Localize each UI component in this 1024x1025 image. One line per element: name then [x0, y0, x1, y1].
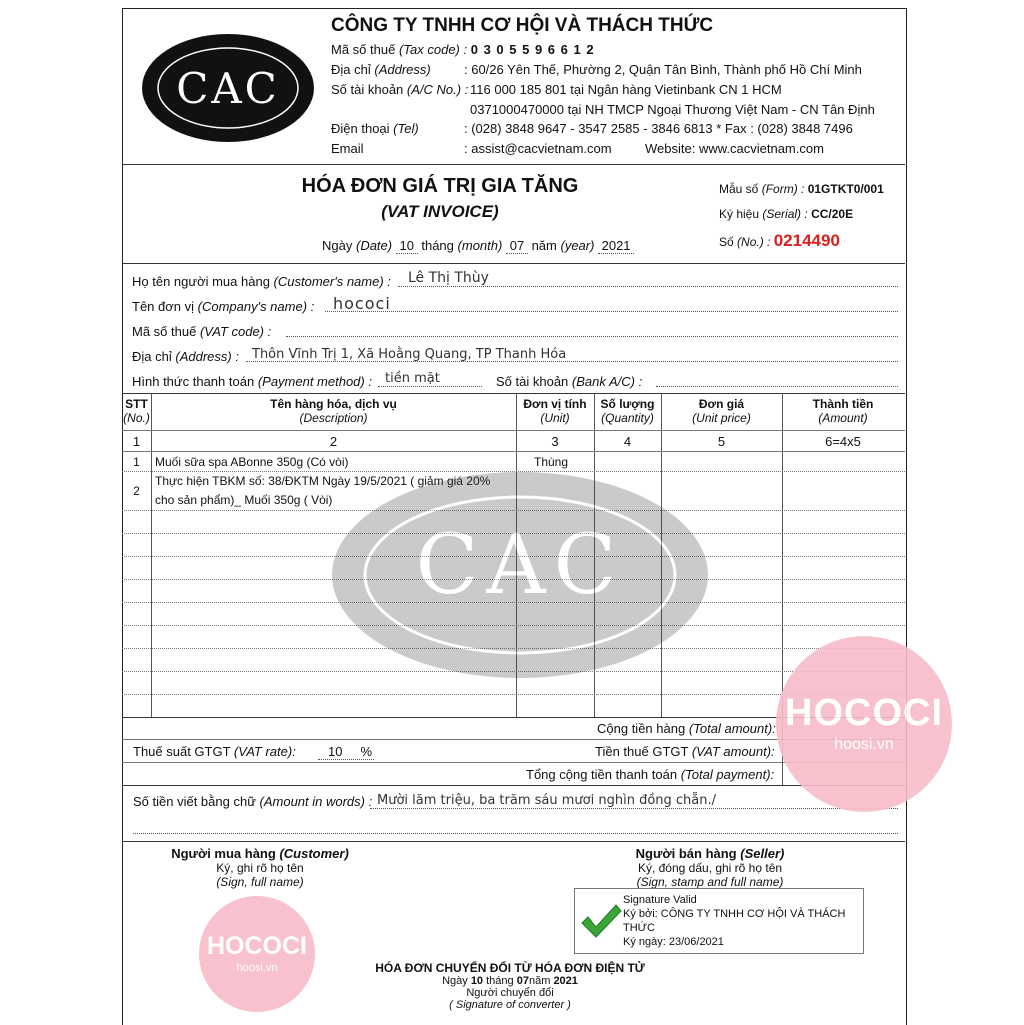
header-amount: Thành tiền (Amount) [812, 397, 874, 425]
invoice-title-en: (VAT INVOICE) [381, 202, 499, 221]
address-label: Địa chỉ (Address) [331, 62, 431, 77]
payment-method: tiền mặt [385, 371, 440, 386]
row-no: 2 [133, 484, 140, 498]
header-description: Tên hàng hóa, dịch vụ (Description) [270, 397, 397, 425]
tax-row: Mã số thuế (Tax code) : 0 3 0 5 5 9 6 6 1 2 [331, 42, 595, 57]
email-label: Email [331, 141, 364, 156]
customer-company: hococi [333, 294, 391, 313]
company-name: CÔNG TY TNHH CƠ HỘI VÀ THÁCH THỨC [331, 15, 714, 36]
row-description-line-1: Thực hiện TBKM số: 38/ĐKTM Ngày 19/5/2021 ( giảm giá 20% [155, 474, 491, 488]
total-payment-label: Tổng cộng tiền thanh toán (Total payment): [526, 767, 775, 782]
logo-text: CAC [176, 64, 280, 113]
amount-in-words-label: Số tiền viết bằng chữ (Amount in words) : [133, 794, 373, 809]
phone-label: Điện thoại (Tel) [331, 121, 419, 136]
date-month: 07 [506, 238, 528, 254]
payment-method-label: Hình thức thanh toán (Payment method) : [132, 374, 372, 389]
signature-valid-title: Signature Valid [623, 894, 697, 906]
row-unit: Thùng [533, 455, 569, 469]
buyer-signature-block: Người mua hàng (Customer) Ký, ghi rõ họ tên (Sign, full name) [171, 846, 349, 889]
company-address: : 60/26 Yên Thế, Phường 2, Quận Tân Bình, Thành phố Hồ Chí Minh [464, 62, 862, 77]
index-cell: 1 [132, 434, 141, 449]
vat-amount-label: Tiền thuế GTGT (VAT amount): [595, 744, 775, 759]
account-label: Số tài khoản (A/C No.) : [331, 82, 469, 97]
company-website: Website: www.cacvietnam.com [645, 141, 824, 156]
index-cell: 4 [623, 434, 632, 449]
customer-name-label: Họ tên người mua hàng (Customer's name) : [132, 274, 391, 289]
divider [122, 164, 905, 165]
vat-rate: 10 % [318, 744, 374, 760]
signature-valid-box [574, 888, 864, 954]
hococi-watermark [776, 636, 952, 812]
company-phone: : (028) 3848 9647 - 3547 2585 - 3846 6813 * Fax : (028) 3848 7496 [464, 121, 853, 136]
index-cell: 2 [329, 434, 338, 449]
header-unit-price: Đơn giá (Unit price) [692, 397, 751, 425]
table-top [122, 393, 905, 394]
company-logo [140, 32, 316, 144]
serial-number: Ký hiệu (Serial) : CC/20E [719, 207, 854, 221]
index-cell: 6=4x5 [825, 434, 861, 449]
vat-rate-label: Thuế suất GTGT (VAT rate): [133, 744, 296, 759]
row-no: 1 [133, 455, 140, 469]
account-line-1: 116 000 185 801 tại Ngân hàng Vietinbank CN 1 HCM [470, 82, 782, 97]
hococi-site: hoosi.vn [834, 736, 894, 753]
invoice-number: 0214490 [773, 231, 840, 250]
buyer-address: Thôn Vĩnh Trị 1, Xã Hoằng Quang, TP Thanh Hóa [252, 347, 567, 362]
hococi-site: hoosi.vn [236, 962, 278, 974]
invoice-date: Ngày (Date) 10 tháng (month) 07 năm (year) 2021 [322, 238, 634, 254]
hococi-brand: HOCOCI [207, 932, 307, 960]
seller-signature-block: Người bán hàng (Seller) Ký, đóng dấu, ghi rõ họ tên (Sign, stamp and full name) [635, 846, 785, 889]
conversion-block: HÓA ĐƠN CHUYỂN ĐỔI TỪ HÓA ĐƠN ĐIỆN TỬ Ngày 10 tháng 07năm 2021 Người chuyển đổi ( Signature of converter ) [375, 961, 645, 1011]
buyer-address-label: Địa chỉ (Address) : [132, 349, 239, 364]
header-quantity: Số lượng (Quantity) [600, 397, 655, 425]
index-cell: 5 [717, 434, 726, 449]
account-line-2: 0371000470000 tại NH TMCP Ngoại Thương Việt Nam - CN Tân Định [470, 102, 875, 117]
hococi-brand: HOCOCI [785, 692, 943, 734]
row-description-line-2: cho sản phẩm)_ Muối 350g ( Vòi) [155, 493, 333, 507]
hococi-watermark [199, 896, 315, 1012]
row-description: Muối sữa spa ABonne 350g (Có vòi) [155, 455, 349, 469]
divider [122, 263, 905, 264]
vat-code-label: Mã số thuế (VAT code) : [132, 324, 272, 339]
signature-date: Ký ngày: 23/06/2021 [623, 936, 724, 948]
cac-watermark [330, 470, 710, 680]
invoice-title: HÓA ĐƠN GIÁ TRỊ GIA TĂNG [301, 175, 579, 197]
signature-signer: Ký bởi: CÔNG TY TNHH CƠ HỘI VÀ THÁCH THỨC [623, 908, 846, 934]
amount-in-words: Mười lăm triệu, ba trăm sáu mươi nghìn đồng chẵn./ [377, 793, 716, 808]
invoice-number-row: Số (No.) : 0214490 [719, 231, 840, 250]
company-name-label: Tên đơn vị (Company's name) : [132, 299, 315, 314]
total-amount-label: Cộng tiền hàng (Total amount): [597, 721, 776, 736]
bank-account-label: Số tài khoản (Bank A/C) : [496, 374, 643, 389]
header-no: STT (No.) [123, 397, 150, 425]
date-day: 10 [396, 238, 418, 254]
cac-watermark-text: CAC [415, 518, 625, 613]
check-icon [579, 901, 623, 941]
index-cell: 3 [551, 434, 559, 449]
header-unit: Đơn vị tính (Unit) [523, 397, 587, 425]
customer-name: Lê Thị Thùy [408, 270, 489, 286]
company-email: : assist@cacvietnam.com [464, 141, 612, 156]
form-number: Mẫu số (Form) : 01GTKT0/001 [719, 182, 884, 196]
date-year: 2021 [598, 238, 634, 254]
